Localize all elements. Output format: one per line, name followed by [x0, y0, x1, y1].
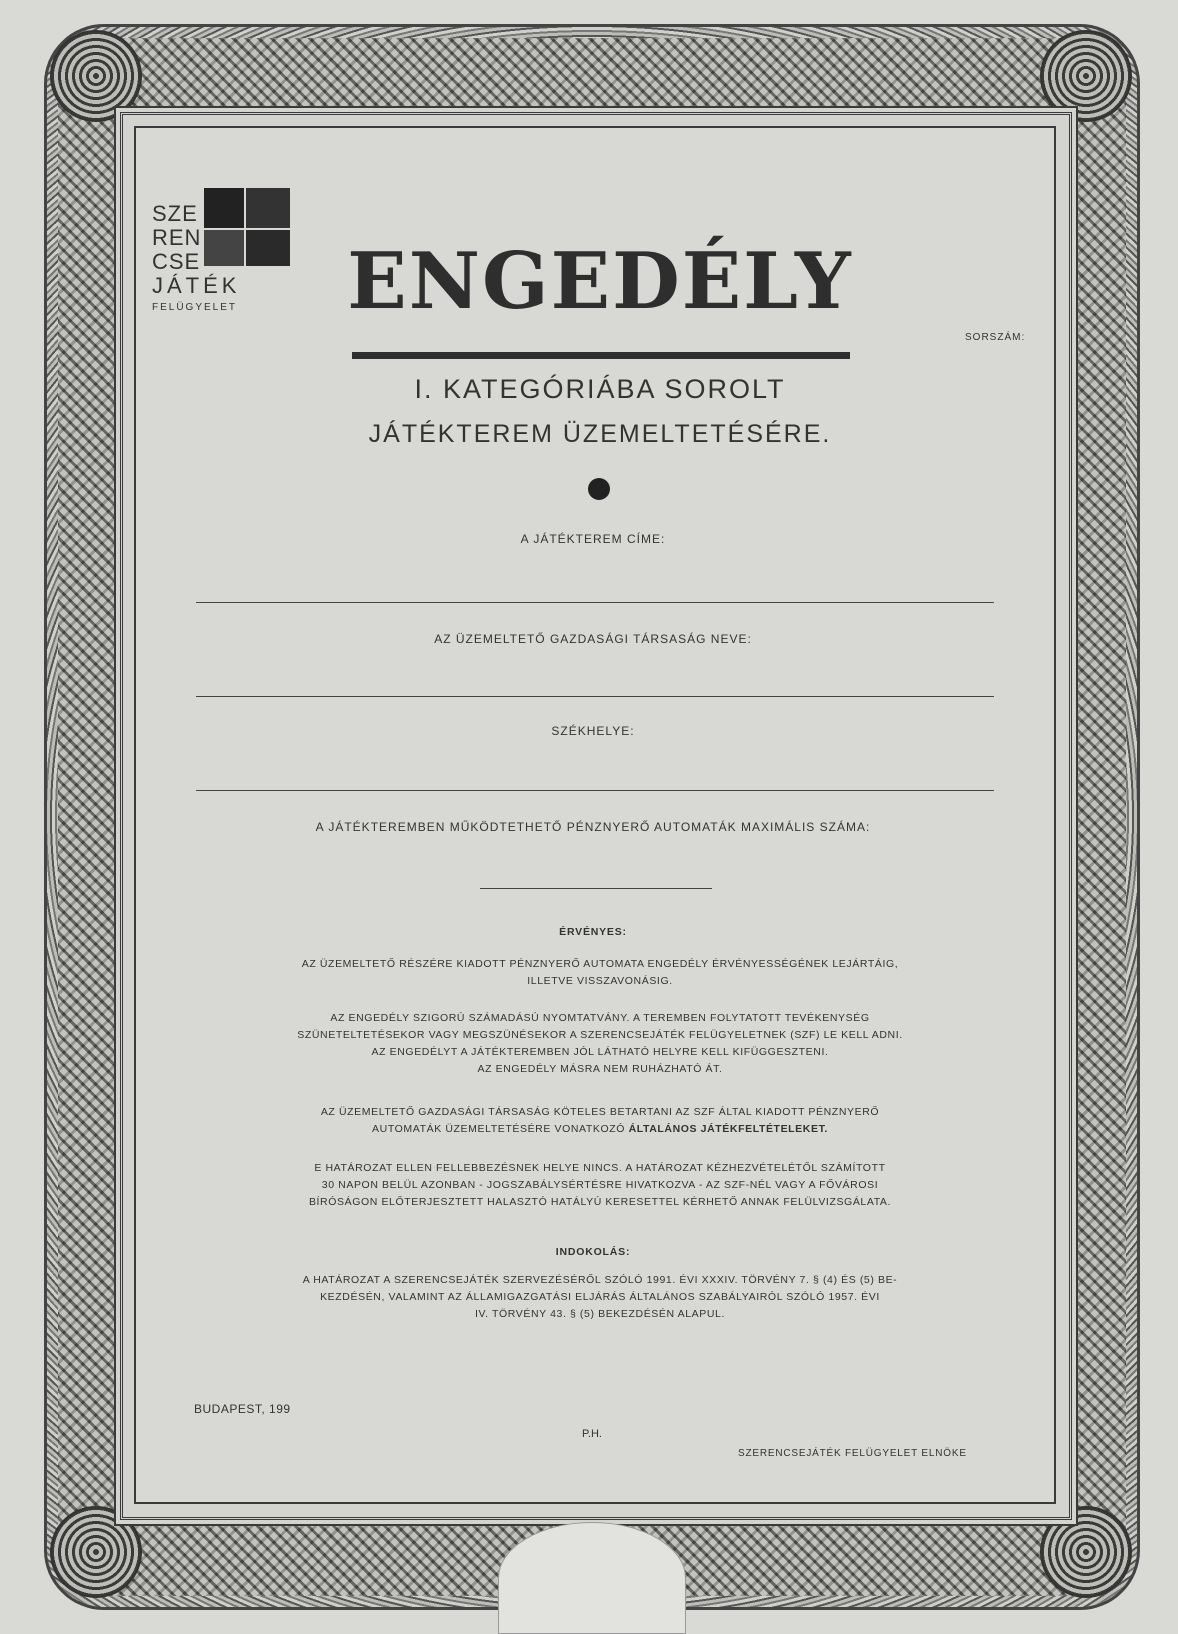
- signatory: SZERENCSEJÁTÉK FELÜGYELET ELNÖKE: [738, 1448, 967, 1459]
- corner-ornament-top-left: [50, 30, 142, 122]
- szerencsejatek-logo: [152, 188, 302, 320]
- place-date: BUDAPEST, 199: [194, 1402, 291, 1416]
- text-span: AUTOMATÁK ÜZEMELTETÉSÉRE VONATKOZÓ: [372, 1123, 629, 1135]
- bullet-dot: [588, 478, 610, 500]
- logo-line: SZE: [152, 201, 198, 226]
- conditions-paragraph: [220, 1104, 980, 1138]
- text-line: ILLETVE VISSZAVONÁSIG.: [527, 975, 673, 987]
- logo-text: [152, 202, 240, 298]
- text-line: E HATÁROZAT ELLEN FELLEBBEZÉSNEK HELYE NINCS. A HATÁROZAT KÉZHEZVÉTELÉTŐL SZÁMÍTOTT: [314, 1162, 886, 1174]
- justification-heading: INDOKOLÁS:: [555, 1246, 631, 1258]
- logo-line: CSE: [152, 249, 201, 274]
- document-title: ENGEDÉLY: [347, 236, 853, 327]
- logo-line: REN: [152, 225, 202, 250]
- address-line: [196, 602, 994, 603]
- validity-heading: ÉRVÉNYES:: [559, 926, 627, 938]
- company-line: [196, 696, 994, 697]
- serial-number-label: SORSZÁM:: [965, 332, 1026, 343]
- subtitle-line-2: JÁTÉKTEREM ÜZEMELTETÉSÉRE.: [368, 420, 832, 448]
- text-line: A HATÁROZAT A SZERENCSEJÁTÉK SZERVEZÉSÉRŐL SZÓLÓ 1991. ÉVI XXXIV. TÖRVÉNY 7. § (4) ÉS (5) BE-: [302, 1274, 898, 1286]
- bold-text: ÁLTALÁNOS JÁTÉKFELTÉTELEKET.: [628, 1123, 828, 1135]
- validity-text: [220, 956, 980, 990]
- seat-line: [196, 790, 994, 791]
- text-line: AZ ÜZEMELTETŐ GAZDASÁGI TÁRSASÁG KÖTELES BETARTANI AZ SZF ÁLTAL KIADOTT PÉNZNYERŐ: [320, 1106, 880, 1118]
- logo-square: [246, 188, 290, 228]
- text-line: AZ ÜZEMELTETŐ RÉSZÉRE KIADOTT PÉNZNYERŐ AUTOMATA ENGEDÉLY ÉRVÉNYESSÉGÉNEK LEJÁRTÁIG,: [301, 958, 899, 970]
- text-line: AZ ENGEDÉLY SZIGORÚ SZÁMADÁSÚ NYOMTATVÁNY. A TEREMBEN FOLYTATOTT TEVÉKENYSÉG: [330, 1012, 870, 1024]
- logo-subtitle: FELÜGYELET: [152, 302, 238, 313]
- logo-square: [246, 230, 290, 266]
- terms-paragraph: [220, 1010, 980, 1078]
- seal-stub: [498, 1522, 686, 1634]
- corner-ornament-top-right: [1040, 30, 1132, 122]
- appeal-paragraph: [220, 1160, 980, 1211]
- text-line: 30 NAPON BELÜL AZONBAN - JOGSZABÁLYSÉRTÉSRE HIVATKOZVA - AZ SZF-NÉL VAGY A FŐVÁROSI: [321, 1179, 879, 1191]
- max-machines-line: [480, 888, 712, 889]
- justification-text: [220, 1272, 980, 1323]
- text-line: AZ ENGEDÉLY MÁSRA NEM RUHÁZHATÓ ÁT.: [477, 1063, 723, 1075]
- text-line: BÍRÓSÁGON ELŐTERJESZTETT HALASZTÓ HATÁLYÚ KERESETTEL KÉRHETŐ ANNAK FELÜLVIZSGÁLATA.: [308, 1196, 892, 1208]
- text-line: KEZDÉSÉN, VALAMINT AZ ÁLLAMIGAZGATÁSI ELJÁRÁS ÁLTALÁNOS SZABÁLYAIRÓL SZÓLÓ 1957. ÉVI: [320, 1291, 880, 1303]
- max-machines-label: A JÁTÉKTEREMBEN MŰKÖDTETHETŐ PÉNZNYERŐ AUTOMATÁK MAXIMÁLIS SZÁMA:: [315, 820, 871, 834]
- stamp-placeholder: P.H.: [582, 1428, 602, 1440]
- logo-line: JÁTÉK: [152, 273, 241, 298]
- text-line: [220, 1121, 980, 1138]
- company-label: AZ ÜZEMELTETŐ GAZDASÁGI TÁRSASÁG NEVE:: [434, 632, 752, 646]
- text-line: IV. TÖRVÉNY 43. § (5) BEKEZDÉSÉN ALAPUL.: [474, 1308, 726, 1320]
- title-rule: [352, 352, 850, 359]
- text-line: AZ ENGEDÉLYT A JÁTÉKTEREMBEN JÓL LÁTHATÓ HELYRE KELL KIFÜGGESZTENI.: [371, 1046, 829, 1058]
- address-label: A JÁTÉKTEREM CÍME:: [520, 532, 666, 546]
- subtitle-line-1: I. KATEGÓRIÁBA SOROLT: [414, 374, 786, 404]
- text-line: SZÜNETELTETÉSEKOR VAGY MEGSZÜNÉSEKOR A SZERENCSEJÁTÉK FELÜGYELETNEK (SZF) LE KELL ADNI.: [297, 1029, 903, 1041]
- seat-label: SZÉKHELYE:: [551, 724, 635, 738]
